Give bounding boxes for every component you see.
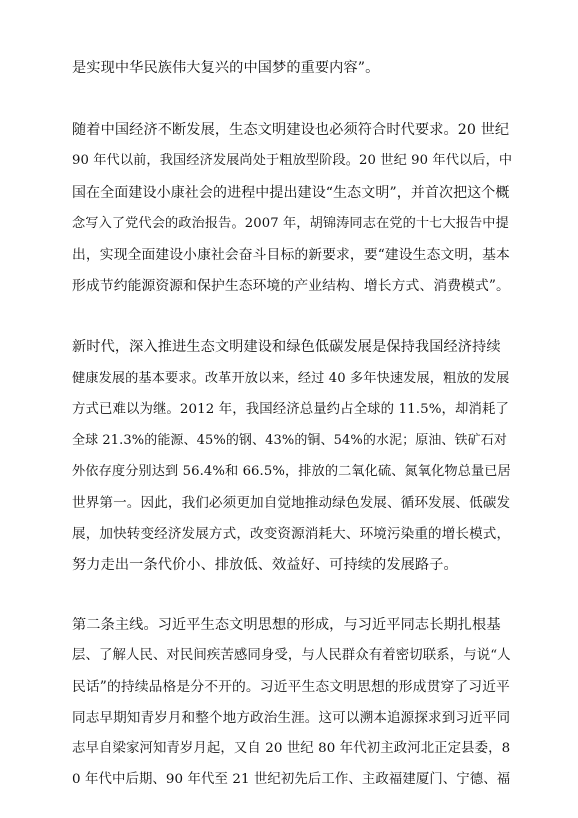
text-line: 念写入了党代会的政治报告。2007 年，胡锦涛同志在党的十七大报告中提: [72, 216, 509, 231]
text-line: 第二条主线。习近平生态文明思想的形成，与习近平同志长期扎根基: [72, 617, 501, 633]
text-line: 随着中国经济不断发展，生态文明建设也必须符合时代要求。20 世纪: [72, 122, 510, 138]
text-line: 努力走出一条代价小、排放低、效益好、可持续的发展路子。: [72, 557, 458, 573]
text-line: 方式已难以为继。2012 年，我国经济总量约占全球的 11.5%，却消耗了: [72, 402, 509, 417]
text-line: 同志早期知青岁月和整个地方政治生涯。这可以溯本追源探求到习近平同: [72, 710, 511, 726]
text-line: 形成节约能源资源和保护生态环境的产业结构、增长方式、消费模式”。: [72, 278, 510, 294]
text-line: 展，加快转变经济发展方式，改变资源消耗大、环境污染重的增长模式，: [72, 526, 511, 542]
text-line: 90 年代以前，我国经济发展尚处于粗放型阶段。20 世纪 90 年代以后，中: [72, 153, 513, 168]
text-line: 0 年代中后期、90 年代至 21 世纪初先后工作、主政福建厦门、宁德、福: [72, 772, 511, 787]
text-line: 健康发展的基本要求。改革开放以来，经过 40 多年快速发展，粗放的发展: [72, 371, 510, 386]
text-line: 全球 21.3%的能源、45%的钢、43%的铜、54%的水泥；原油、铁矿石对: [72, 433, 507, 448]
text-line: 新时代，深入推进生态文明建设和绿色低碳发展是保持我国经济持续: [72, 339, 501, 355]
text-line: 民话”的持续品格是分不开的。习近平生态文明思想的形成贯穿了习近平: [72, 679, 510, 695]
text-line: 国在全面建设小康社会的进程中提出建设“生态文明”，并首次把这个概: [72, 185, 510, 201]
text-line: 出，实现全面建设小康社会奋斗目标的新要求，要“建设生态文明，基本: [72, 247, 510, 263]
text-line: 层、了解人民、对民间疾苦感同身受，与人民群众有着密切联系，与说“人: [72, 648, 511, 663]
text-line: 世界第一。因此，我们必须更加自觉地推动绿色发展、循环发展、低碳发: [72, 495, 511, 511]
text-line: 是实现中华民族伟大复兴的中国梦的重要内容”。: [72, 60, 380, 76]
text-line: 志早自梁家河知青岁月起，又自 20 世纪 80 年代初主政河北正定县委，8: [72, 741, 511, 756]
text-line: 外依存度分别达到 56.4%和 66.5%，排放的二氧化硫、氮氧化物总量已居: [72, 464, 511, 479]
